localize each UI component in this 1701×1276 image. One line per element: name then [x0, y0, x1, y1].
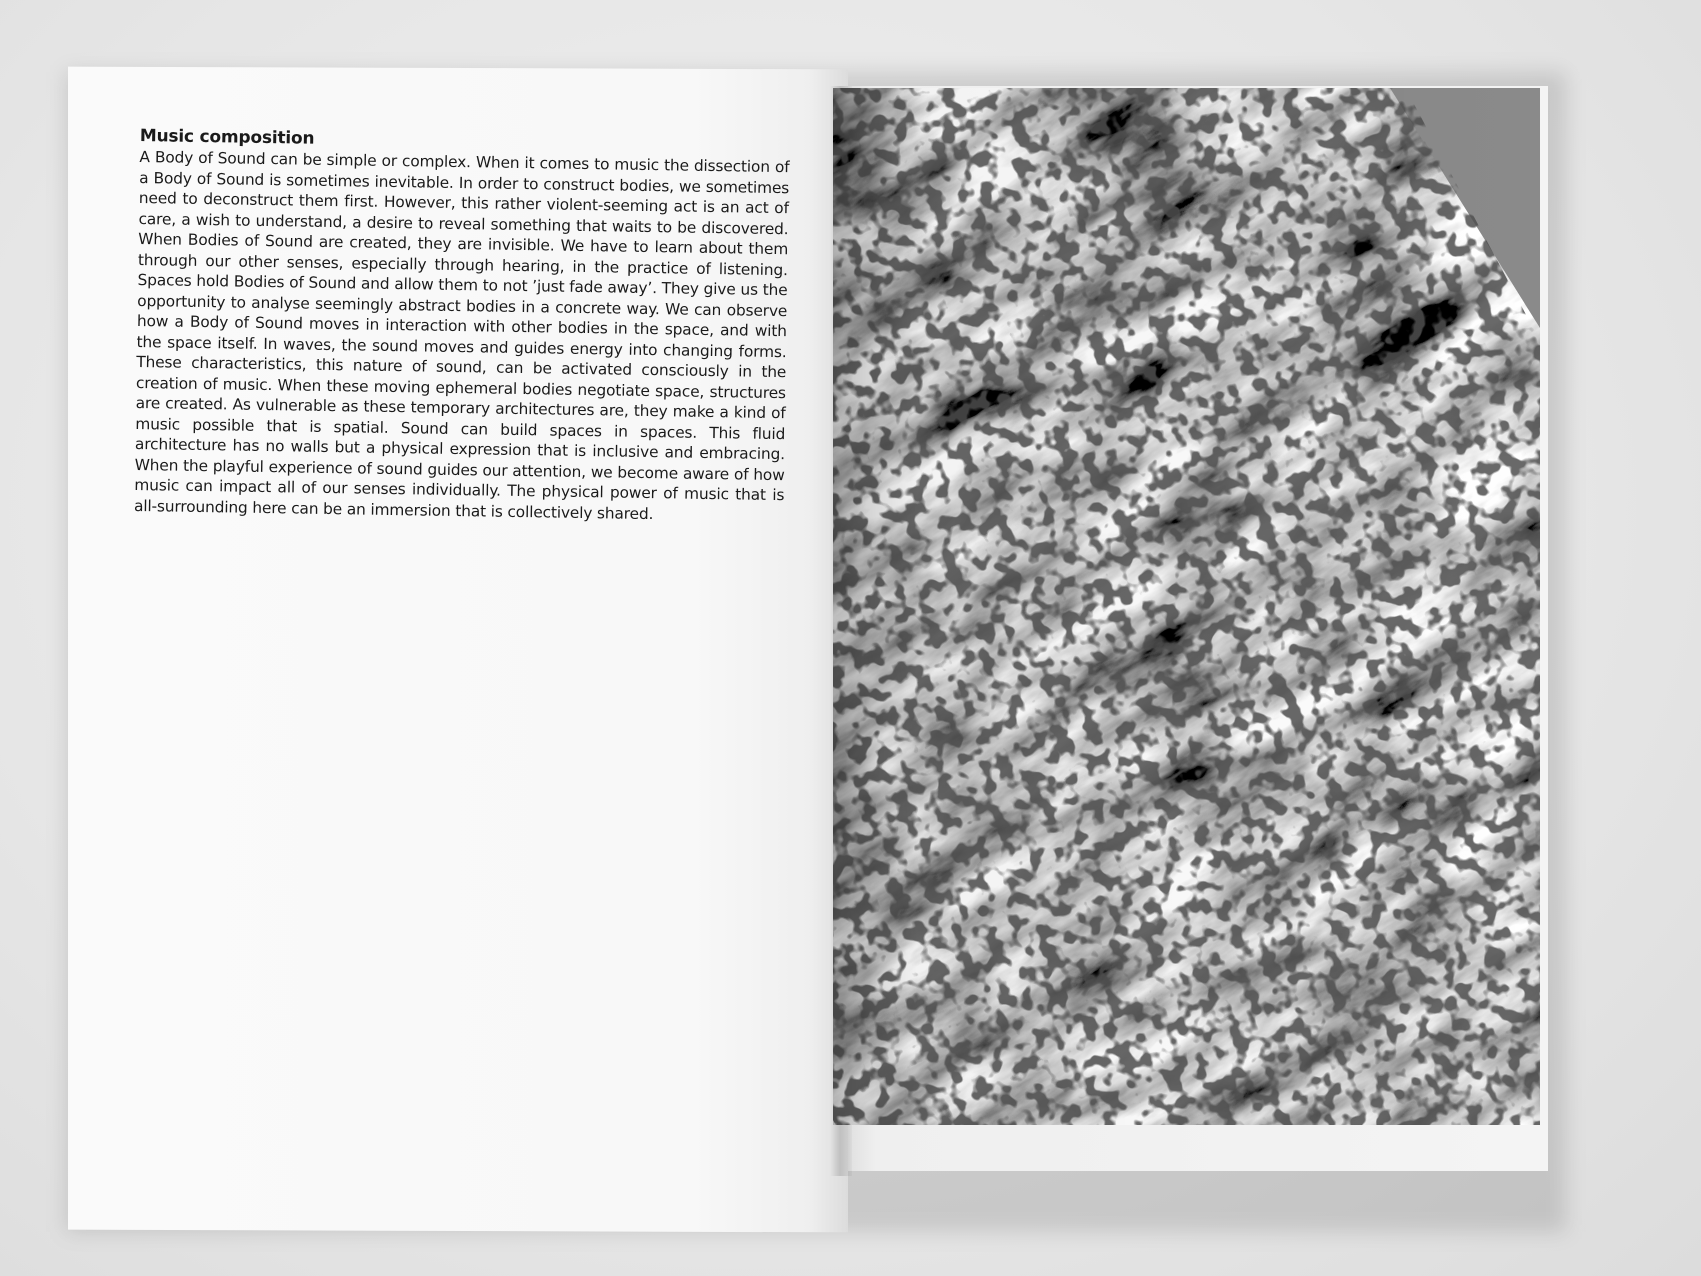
charcoal-texture-image — [833, 88, 1540, 1125]
section-heading: Music composition — [139, 126, 315, 149]
text-block — [134, 126, 790, 526]
body-paragraph: A Body of Sound can be simple or complex. When it comes to music the dissection of a Body of Sound is sometimes inevitable. In order to construct bodies, we sometimes need to deconstruct them first. However, this rather violent-seeming act is an act of care, a wish to understand, a desire to reveal something that waits to be discovered. When Bodies of Sound are created, they are invisible. We have to learn about them through our other senses, especially through hearing, in the practice of listening. Spaces hold Bodies of Sound and allow them to not ’just fade away’. They give us the opportunity to analyse seemingly abstract bodies in a concrete way. We can observe how a Body of Sound moves in interaction with other bodies in the space, and with the space itself. In waves, the sound moves and guides energy into changing forms. These characteristics, this nature of sound, can be activated consciously in the creation of music. When these moving ephemeral bodies negotiate space, structures are created. As vulnerable as these temporary architectures are, they make a kind of music possible that is spatial. Sound can build spaces in spaces. This fluid architecture has no walls but a physical expression that is inclusive and embracing. When the playful experience of sound guides our attention, we become aware of how music can impact all of our senses individually. The physical power of music that is all-surrounding here can be an immersion that is collectively shared. — [133, 147, 790, 523]
